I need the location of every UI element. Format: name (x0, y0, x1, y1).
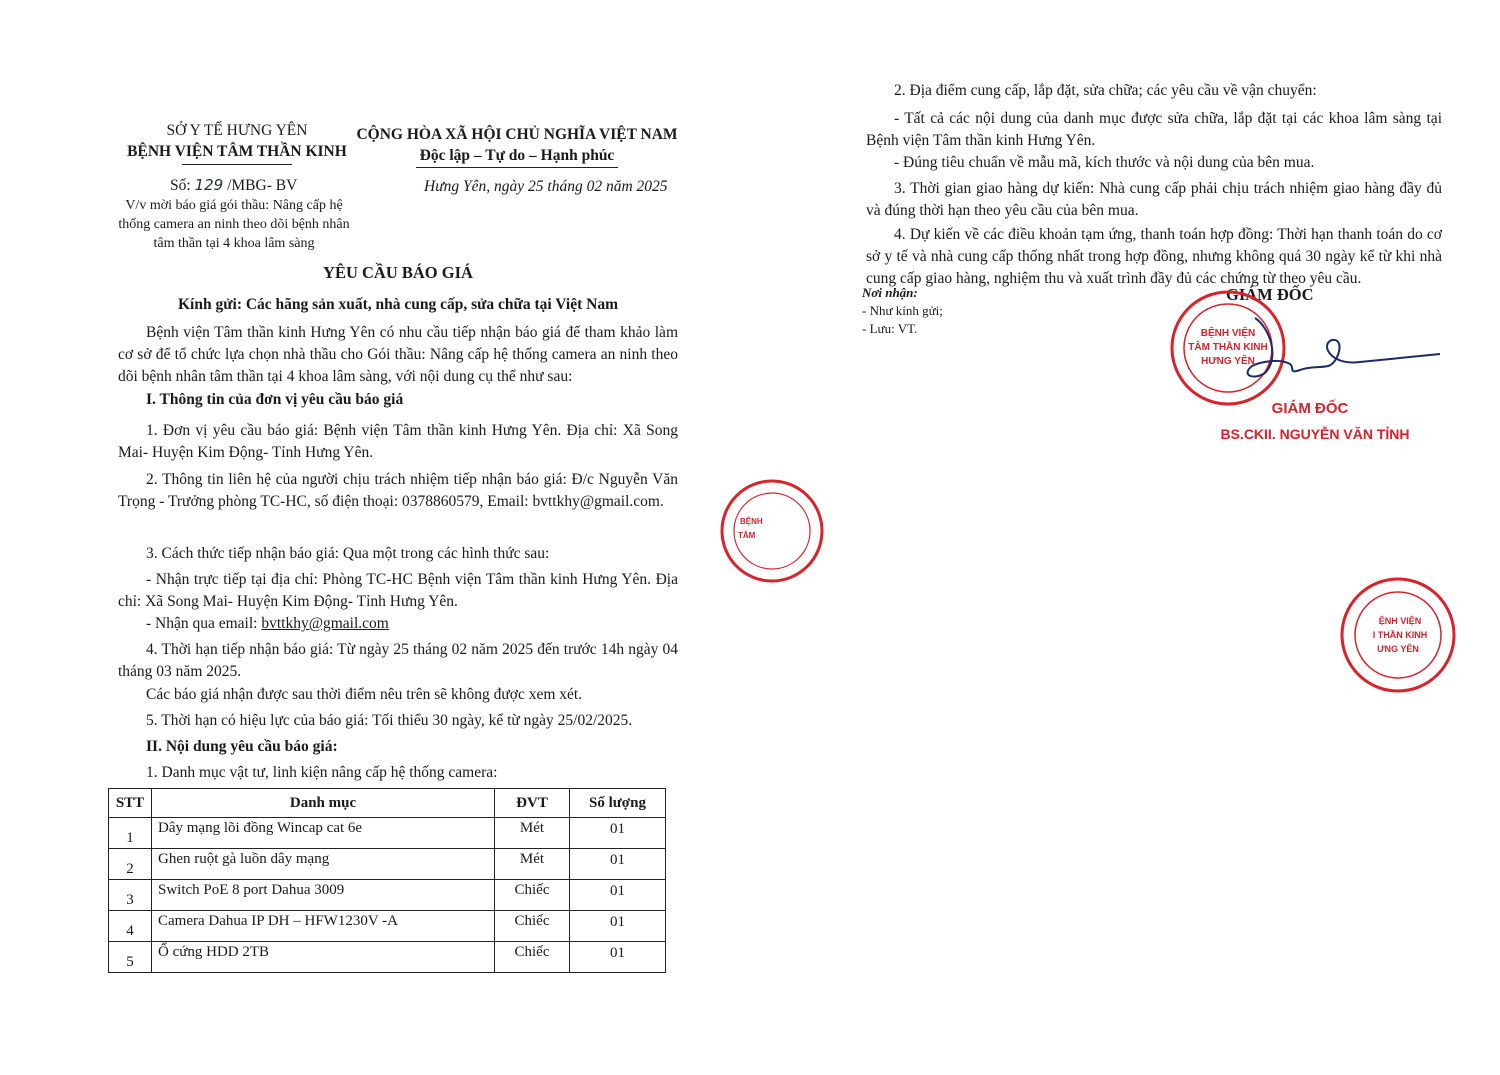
department-name: SỞ Y TẾ HƯNG YÊN (166, 122, 308, 139)
section-2-heading: II. Nội dung yêu cầu báo giá: (146, 738, 338, 755)
email-link[interactable]: bvttkhy@gmail.com (261, 615, 389, 632)
section-1-item-4: 4. Thời hạn tiếp nhận báo giá: Từ ngày 25 tháng 02 năm 2025 đến trước 14h ngày 04 tháng 03 năm 2025. (118, 641, 678, 680)
seal-line-2: TÂM THẦN KINH (1188, 342, 1268, 353)
section-1-item-5: 5. Thời hạn có hiệu lực của báo giá: Tối thiểu 30 ngày, kể từ ngày 25/02/2025. (146, 712, 633, 729)
signature-scribble (1248, 318, 1440, 377)
recipients-line-1: - Như kính gửi; (862, 303, 943, 318)
signature-title: GIÁM ĐỐC (1226, 285, 1314, 304)
header-unit: ĐVT (495, 789, 570, 818)
official-seal (1160, 288, 1450, 418)
edge-seal-line-2: TÂM (738, 531, 756, 540)
table-row: 4 Camera Dahua IP DH – HFW1230V -A Chiếc 01 (109, 911, 666, 942)
section-1-item-2: 2. Thông tin liên hệ của người chịu trách nhiệm tiếp nhận báo giá: Đ/c Nguyễn Văn Trọng - Trưởng phòng TC-HC, số điện thoại: 0378860579, Email: bvttkhy@gmail.com. (118, 471, 678, 510)
director-name: BS.CKII. NGUYỄN VĂN TỈNH (1220, 426, 1410, 442)
section-1-item-3b: - Nhận qua email: bvttkhy@gmail.com (146, 615, 389, 632)
document-number: Số: 129 /MBG- BV (170, 176, 298, 194)
section-1-item-3a: - Nhận trực tiếp tại địa chỉ: Phòng TC-HC Bệnh viện Tâm thần kinh Hưng Yên. Địa chỉ: Xã Song Mai- Huyện Kim Động- Tỉnh Hưng Yên. (118, 571, 678, 610)
intro-paragraph: Bệnh viện Tâm thần kinh Hưng Yên có nhu cầu tiếp nhận báo giá để tham khảo làm cơ sở để tổ chức lựa chọn nhà thầu cho Gói thầu: Nâng cấp hệ thống camera an ninh theo dõi bệnh nhân tâm thần tại 4 khoa lâm sàng, với nội dung cụ thể như sau: (118, 324, 678, 385)
table-row: 1 Dây mạng lõi đồng Wincap cat 6e Mét 01 (109, 818, 666, 849)
hospital-name: BỆNH VIỆN TÂM THẦN KINH (127, 143, 347, 160)
header-stt: STT (109, 789, 152, 818)
right-item-2a: - Tất cả các nội dung của danh mục được sửa chữa, lắp đặt tại các khoa lâm sàng tại Bệnh viện Tâm thần kinh Hưng Yên. (866, 110, 1442, 149)
recipients-block (862, 284, 943, 338)
section-1-heading: I. Thông tin của đơn vị yêu cầu báo giá (146, 391, 404, 408)
recipient-line: Kính gửi: Các hãng sản xuất, nhà cung cấp, sửa chữa tại Việt Nam (177, 296, 618, 313)
table-row: 5 Ổ cứng HDD 2TB Chiếc 01 (109, 942, 666, 973)
section-2-item-1: 1. Danh mục vật tư, linh kiện nâng cấp hệ thống camera: (146, 764, 498, 781)
table-header-row (109, 789, 666, 818)
table-row: 3 Switch PoE 8 port Dahua 3009 Chiếc 01 (109, 880, 666, 911)
document-title: YÊU CẦU BÁO GIÁ (323, 263, 473, 282)
corner-seal-line-2: I THẦN KINH (1372, 630, 1428, 640)
header-rule-right (416, 167, 618, 168)
seal-line-1: BỆNH VIỆN (1200, 328, 1256, 339)
header-item: Danh mục (152, 789, 495, 818)
right-item-2b: - Đúng tiêu chuẩn về mẫu mã, kích thước và nội dung của bên mua. (894, 154, 1315, 171)
stamp-title: GIÁM ĐỐC (1271, 400, 1349, 417)
seal-line-3: HƯNG YÊN (1201, 356, 1255, 367)
section-1-item-1: 1. Đơn vị yêu cầu báo giá: Bệnh viện Tâm thần kinh Hưng Yên. Địa chỉ: Xã Song Mai- Huyện Kim Động- Tỉnh Hưng Yên. (118, 422, 678, 461)
items-table (108, 788, 666, 973)
edge-seal-line-1: BỆNH (740, 517, 763, 526)
corner-seal-line-3: ƯNG YÊN (1377, 644, 1419, 654)
country-name: CỘNG HÒA XÃ HỘI CHỦ NGHĨA VIỆT NAM (356, 126, 678, 143)
motto: Độc lập – Tự do – Hạnh phúc (419, 147, 615, 164)
handwritten-number: 129 (194, 176, 224, 194)
corner-seal (1340, 572, 1436, 697)
header-rule-left (182, 164, 292, 165)
right-item-2: 2. Địa điểm cung cấp, lắp đặt, sửa chữa; các yêu cầu về vận chuyển: (894, 82, 1317, 99)
corner-seal-line-1: ỆNH VIỆN (1378, 616, 1422, 626)
left-header (118, 120, 356, 165)
section-1-item-4b: Các báo giá nhận được sau thời điểm nêu trên sẽ không được xem xét. (146, 686, 583, 703)
right-header (356, 124, 678, 168)
right-item-3: 3. Thời gian giao hàng dự kiến: Nhà cung cấp phải chịu trách nhiệm giao hàng đầy đủ và đúng thời hạn theo yêu cầu của bên mua. (866, 180, 1442, 219)
document-subject: V/v mời báo giá gói thầu: Nâng cấp hệ thống camera an ninh theo dõi bệnh nhân tâm thần tại 4 khoa lâm sàng (118, 198, 350, 251)
table-row: 2 Ghen ruột gà luồn dây mạng Mét 01 (109, 849, 666, 880)
right-item-4: 4. Dự kiến về các điều khoản tạm ứng, thanh toán hợp đồng: Thời hạn thanh toán do cơ sở y tế và nhà cung cấp thống nhất trong hợp đồng, nhưng không quá 30 ngày kể từ khi nhà cung cấp giao hàng, nghiệm thu và xuất trình đầy đủ các chứng từ theo yêu cầu. (866, 226, 1442, 287)
header-quantity: Số lượng (570, 789, 666, 818)
recipients-label: Nơi nhận: (862, 285, 918, 300)
recipients-line-2: - Lưu: VT. (862, 321, 918, 336)
edge-seal (712, 476, 763, 586)
section-1-item-3: 3. Cách thức tiếp nhận báo giá: Qua một trong các hình thức sau: (146, 545, 550, 562)
document-date: Hưng Yên, ngày 25 tháng 02 năm 2025 (424, 178, 668, 195)
